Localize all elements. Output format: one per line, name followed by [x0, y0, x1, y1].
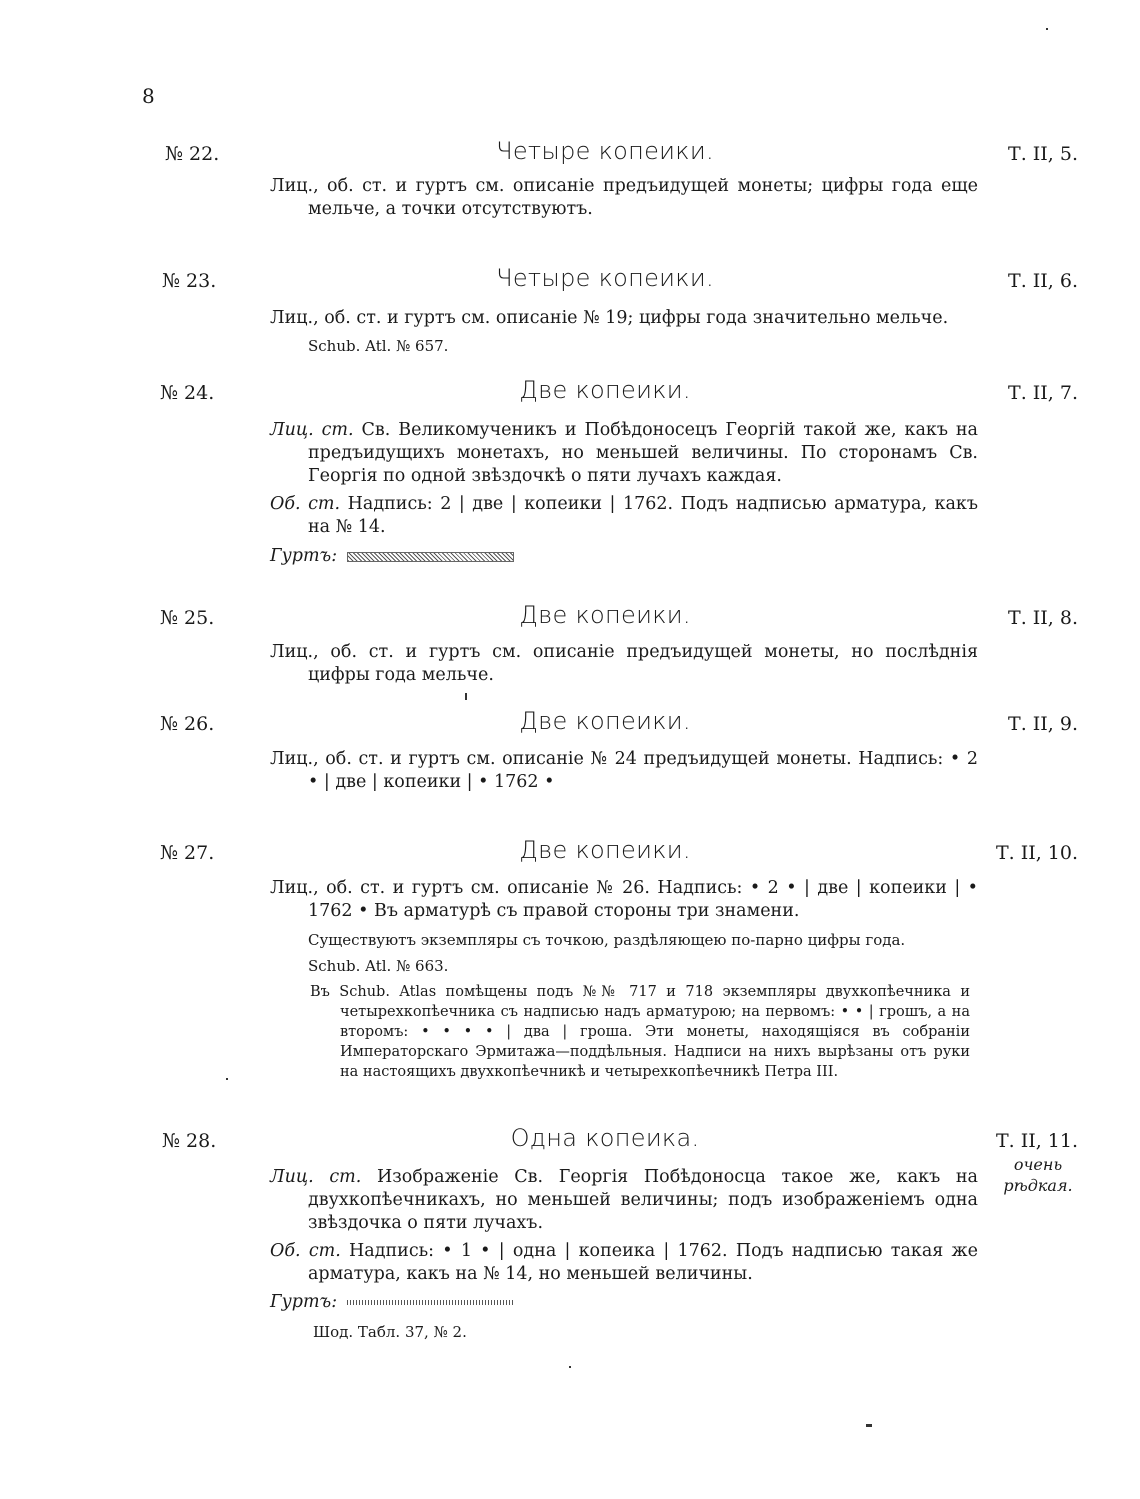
- obverse-text: Св. Великомученикъ и Побѣдоносецъ Георгій такой же, какъ на предъидущихъ монетахъ, но меньшей величины. По сторонамъ Св. Георгія по одной звѣздочкѣ о пяти лучахъ каждая.: [308, 420, 978, 486]
- edge-label: Гуртъ:: [270, 1292, 338, 1312]
- entry-number: № 24.: [160, 382, 215, 404]
- description: Лиц., об. ст. и гуртъ см. описаніе № 19; цифры года значительно мельче.: [270, 308, 949, 328]
- reverse-text: Надпись: 2 | две | копеики | 1762. Подъ надписью арматура, какъ на № 14.: [308, 494, 978, 537]
- scan-speck: [866, 1424, 872, 1427]
- entry-title: Две копеики.: [519, 836, 691, 864]
- entry-number: № 27.: [160, 842, 215, 864]
- description: Лиц., об. ст. и гуртъ см. описаніе предъидущей монеты, но послѣднія цифры года мельче.: [270, 642, 978, 685]
- entry-title: Две копеики.: [519, 601, 691, 629]
- entry-number: № 28.: [162, 1130, 217, 1152]
- reverse-description: [270, 493, 978, 539]
- description: Лиц., об. ст. и гуртъ см. описаніе № 26. Надпись: • 2 • | две | копеики | • 1762 • Въ арматурѣ съ правой стороны три знамени.: [270, 878, 978, 921]
- obverse-text: Изображеніе Св. Георгія Побѣдоносца такое же, какъ на двухкопѣечникахъ, но меньшей величины; подъ изображеніемъ одна звѣздочка о пяти лучахъ.: [308, 1167, 978, 1233]
- entry-number: № 26.: [160, 713, 215, 735]
- table-reference: Т. II, 8.: [1008, 607, 1078, 629]
- reverse-label: Об. ст.: [270, 1241, 341, 1261]
- entry-title: Четыре копеики.: [496, 137, 714, 165]
- obverse-description: [270, 419, 978, 488]
- bibliography: Schub. Atl. № 663.: [308, 957, 449, 975]
- scan-speck: [1046, 28, 1048, 30]
- table-reference: Т. II, 5.: [1008, 143, 1078, 165]
- entry-title: Две копеики.: [519, 707, 691, 735]
- bibliography: Шод. Табл. 37, № 2.: [313, 1323, 467, 1341]
- scan-speck: [569, 1366, 571, 1368]
- variant-note: Существуютъ экземпляры съ точкою, раздѣляющею по-парно цифры года.: [308, 931, 906, 949]
- entry-number: № 22.: [165, 143, 220, 165]
- table-reference: [996, 1130, 1078, 1196]
- edge-pattern-image: [347, 1300, 515, 1305]
- description: Лиц., об. ст. и гуртъ см. описаніе № 24 предъидущей монеты. Надпись: • 2 • | две | копеики | • 1762 •: [270, 749, 978, 792]
- obverse-description: [270, 1166, 978, 1235]
- reverse-description: [270, 1240, 978, 1286]
- reverse-text: Надпись: • 1 • | одна | копеика | 1762. Подъ надписью такая же арматура, какъ на № 14, но меньшей величины.: [308, 1241, 978, 1284]
- forgery-note: Въ Schub. Atlas помѣщены подъ №№ 717 и 718 экземпляры двухкопѣечника и четырехкопѣечника съ надписью надъ арматурою; на первомъ: • • | грошъ, а на второмъ: • • • • | два | гроша. Эти монеты, находящіяся въ собраніи Императорскаго Эрмитажа—поддѣльныя. Надписи на нихъ вырѣзаны отъ руки на настоящихъ двухкопѣечникѣ и четырехкопѣечникѣ Петра III.: [310, 984, 970, 1080]
- entry-number: № 23.: [162, 270, 217, 292]
- table-reference: Т. II, 10.: [995, 842, 1078, 864]
- entry-title: Четыре копеики.: [496, 264, 714, 292]
- entry-title: Две копеики.: [519, 376, 691, 404]
- page-number: 8: [142, 84, 155, 108]
- scan-speck: [226, 1078, 228, 1080]
- edge-label: Гуртъ:: [270, 546, 338, 566]
- bibliography: Schub. Atl. № 657.: [308, 337, 449, 355]
- obverse-label: Лиц. ст.: [270, 1167, 362, 1187]
- scan-speck: [465, 693, 467, 700]
- edge-description: [270, 1291, 978, 1314]
- reverse-label: Об. ст.: [270, 494, 341, 514]
- edge-description: [270, 545, 978, 568]
- table-reference: Т. II, 9.: [1008, 713, 1078, 735]
- rarity-note: очень рѣдкая.: [1003, 1155, 1073, 1195]
- entry-number: № 25.: [160, 607, 215, 629]
- edge-pattern-image: [347, 552, 514, 562]
- table-reference: Т. II, 6.: [1008, 270, 1078, 292]
- obverse-label: Лиц. ст.: [270, 420, 354, 440]
- entry-title: Одна копеика.: [510, 1124, 700, 1152]
- table-reference-text: Т. II, 11.: [995, 1130, 1078, 1152]
- description: Лиц., об. ст. и гуртъ см. описаніе предъидущей монеты; цифры года еще мельче, а точки отсутствуютъ.: [270, 176, 978, 219]
- table-reference: Т. II, 7.: [1008, 382, 1078, 404]
